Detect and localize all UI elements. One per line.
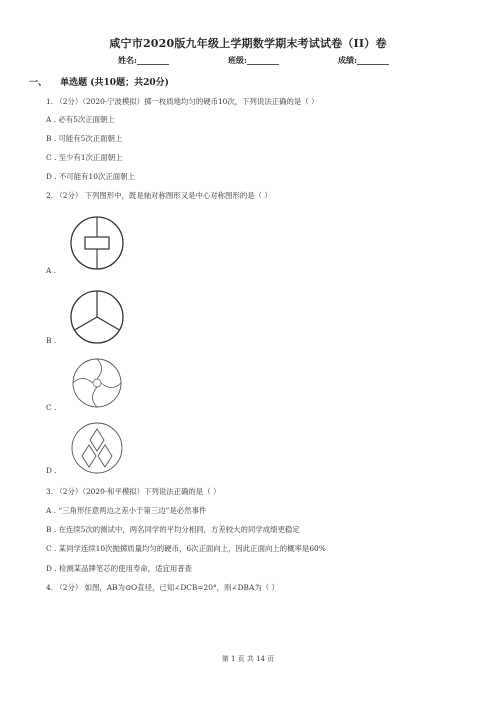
question-1-option-a: A . 必有5次正面朝上 (46, 115, 115, 124)
question-3-option-c: C . 某同学连续10次抛掷质量均匀的硬币，6次正面向上，因此正面向上的概率是60% (46, 544, 326, 553)
question-1-option-d: D . 不可能有10次正面朝上 (46, 172, 135, 181)
figure-b-circle-with-three-radii (66, 288, 128, 346)
page-footer: 第 1 页 共 14 页 (221, 655, 275, 663)
question-3-option-b: B . 在连续5次的测试中，两名同学的平均分相同，方差较大的同学成绩更稳定 (46, 525, 300, 534)
question-1-option-c: C . 至少有1次正面朝上 (46, 153, 123, 162)
figure-c-pinwheel-circle (66, 356, 128, 410)
question-3-option-a: A . “三角形任意两边之差小于第三边”是必然事件 (46, 506, 207, 515)
section-number: 一、 (29, 78, 48, 88)
section-heading (29, 75, 169, 88)
figure-d-three-diamonds-circle (66, 420, 128, 476)
question-3-option-d: D . 检测某品牌笔芯的使用寿命，适宜用普查 (46, 564, 193, 573)
page-title: 咸宁市2020版九年级上学期数学期末考试试卷（II）卷 (109, 37, 387, 50)
name-field-label: 姓名:________ (118, 55, 169, 65)
question-1-stem: 1. （2分）（2020·宁波模拟）掷一枚质地均匀的硬币10次，下列说法正确的是（ ） (46, 97, 319, 106)
figure-c-label: C . (46, 403, 57, 412)
figure-d-label: D . (46, 466, 57, 475)
score-field-label: 成绩:________ (338, 55, 389, 65)
section-title: 单选题 (共10题；共20分) (60, 78, 169, 88)
question-3-stem: 3. （2分）（2020·和平模拟）下列说法正确的是（ ） (46, 487, 221, 496)
figure-a-label: A . (46, 266, 57, 275)
class-field-label: 班级:________ (228, 55, 279, 65)
question-2-stem: 2. （2分） 下列图形中，既是轴对称图形又是中心对称图形的是（ ） (46, 191, 272, 200)
question-1-option-b: B . 可能有5次正面朝上 (46, 134, 123, 143)
figure-b-label: B . (46, 336, 57, 345)
figure-a-circle-with-rectangle (66, 214, 128, 272)
question-4-stem: 4. （2分） 如图，AB为⊙O直径，已知∠DCB=20°，则∠DBA为（ ） (46, 583, 279, 592)
